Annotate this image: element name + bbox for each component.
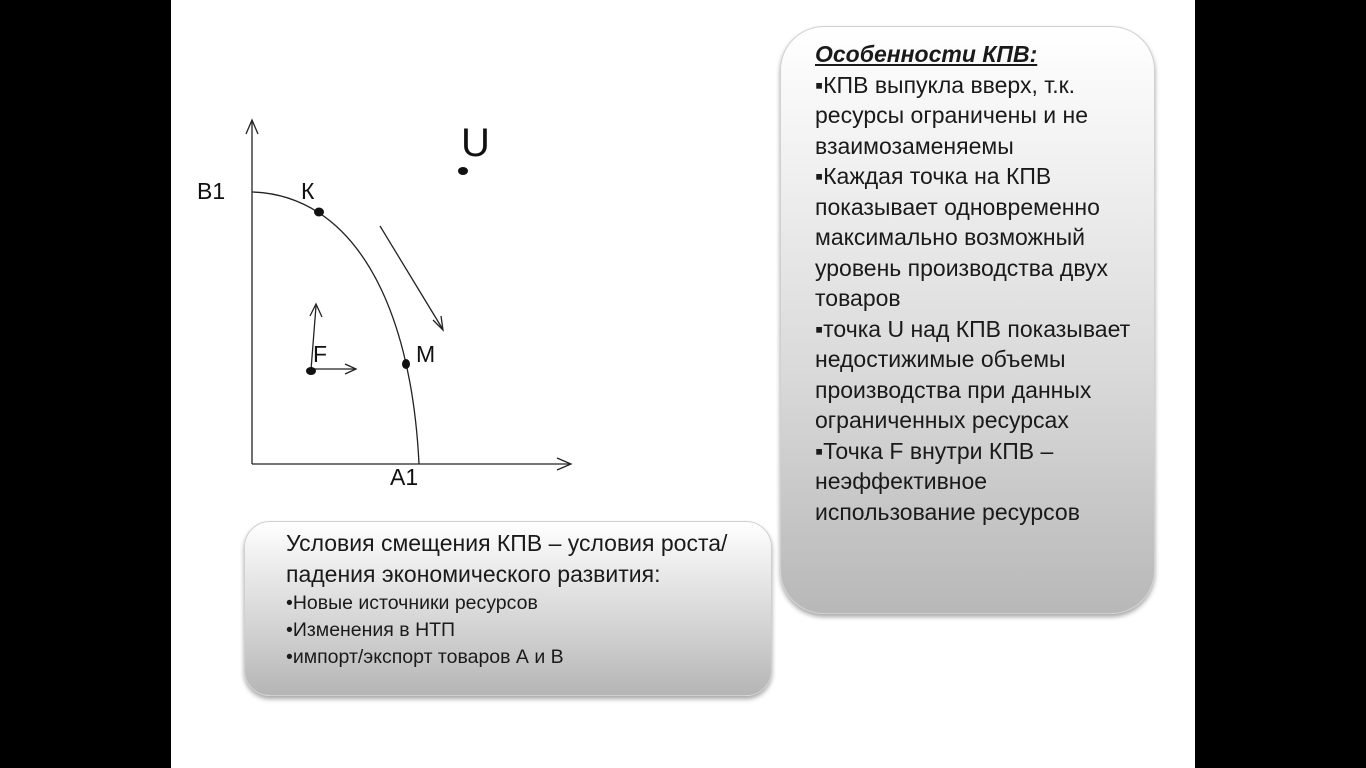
conditions-item: •Изменения в НТП (286, 619, 456, 641)
conditions-heading: Условия смещения КПВ – условия роста/падения экономического развития: (286, 530, 728, 587)
features-title: Особенности КПВ: (815, 41, 1038, 67)
axis-x-label: A1 (390, 464, 419, 490)
features-item: ▪КПВ выпукла вверх, т.к. ресурсы ограничены и не взаимозаменяемы (815, 71, 1088, 159)
features-item: ▪Точка F внутри КПВ – неэффективное использование ресурсов (815, 437, 1080, 525)
point-u-label: U (461, 121, 490, 165)
features-item: ▪Каждая точка на КПВ показывает одновременно максимально возможный уровень производства двух товаров (815, 163, 1109, 311)
point-k-label: К (301, 178, 315, 204)
axis-y-label: B1 (197, 178, 226, 204)
point-f (306, 367, 316, 375)
point-m-label: M (416, 341, 436, 367)
slide (171, 0, 1195, 768)
point-f-label: F (313, 341, 328, 367)
point-u (458, 167, 468, 175)
features-item: ▪точка U над КПВ показывает недостижимые объемы производства при данных ограниченных ресурсах (815, 315, 1131, 433)
ppf-curve (252, 192, 419, 464)
conditions-item: •импорт/экспорт товаров А и В (286, 646, 564, 668)
shift-arrowhead (433, 316, 443, 330)
shift-arrow (380, 226, 442, 328)
features-panel (780, 26, 1155, 614)
conditions-panel (244, 521, 772, 696)
point-k (314, 208, 324, 217)
conditions-item: •Новые источники ресурсов (286, 592, 538, 614)
point-m (402, 359, 410, 369)
